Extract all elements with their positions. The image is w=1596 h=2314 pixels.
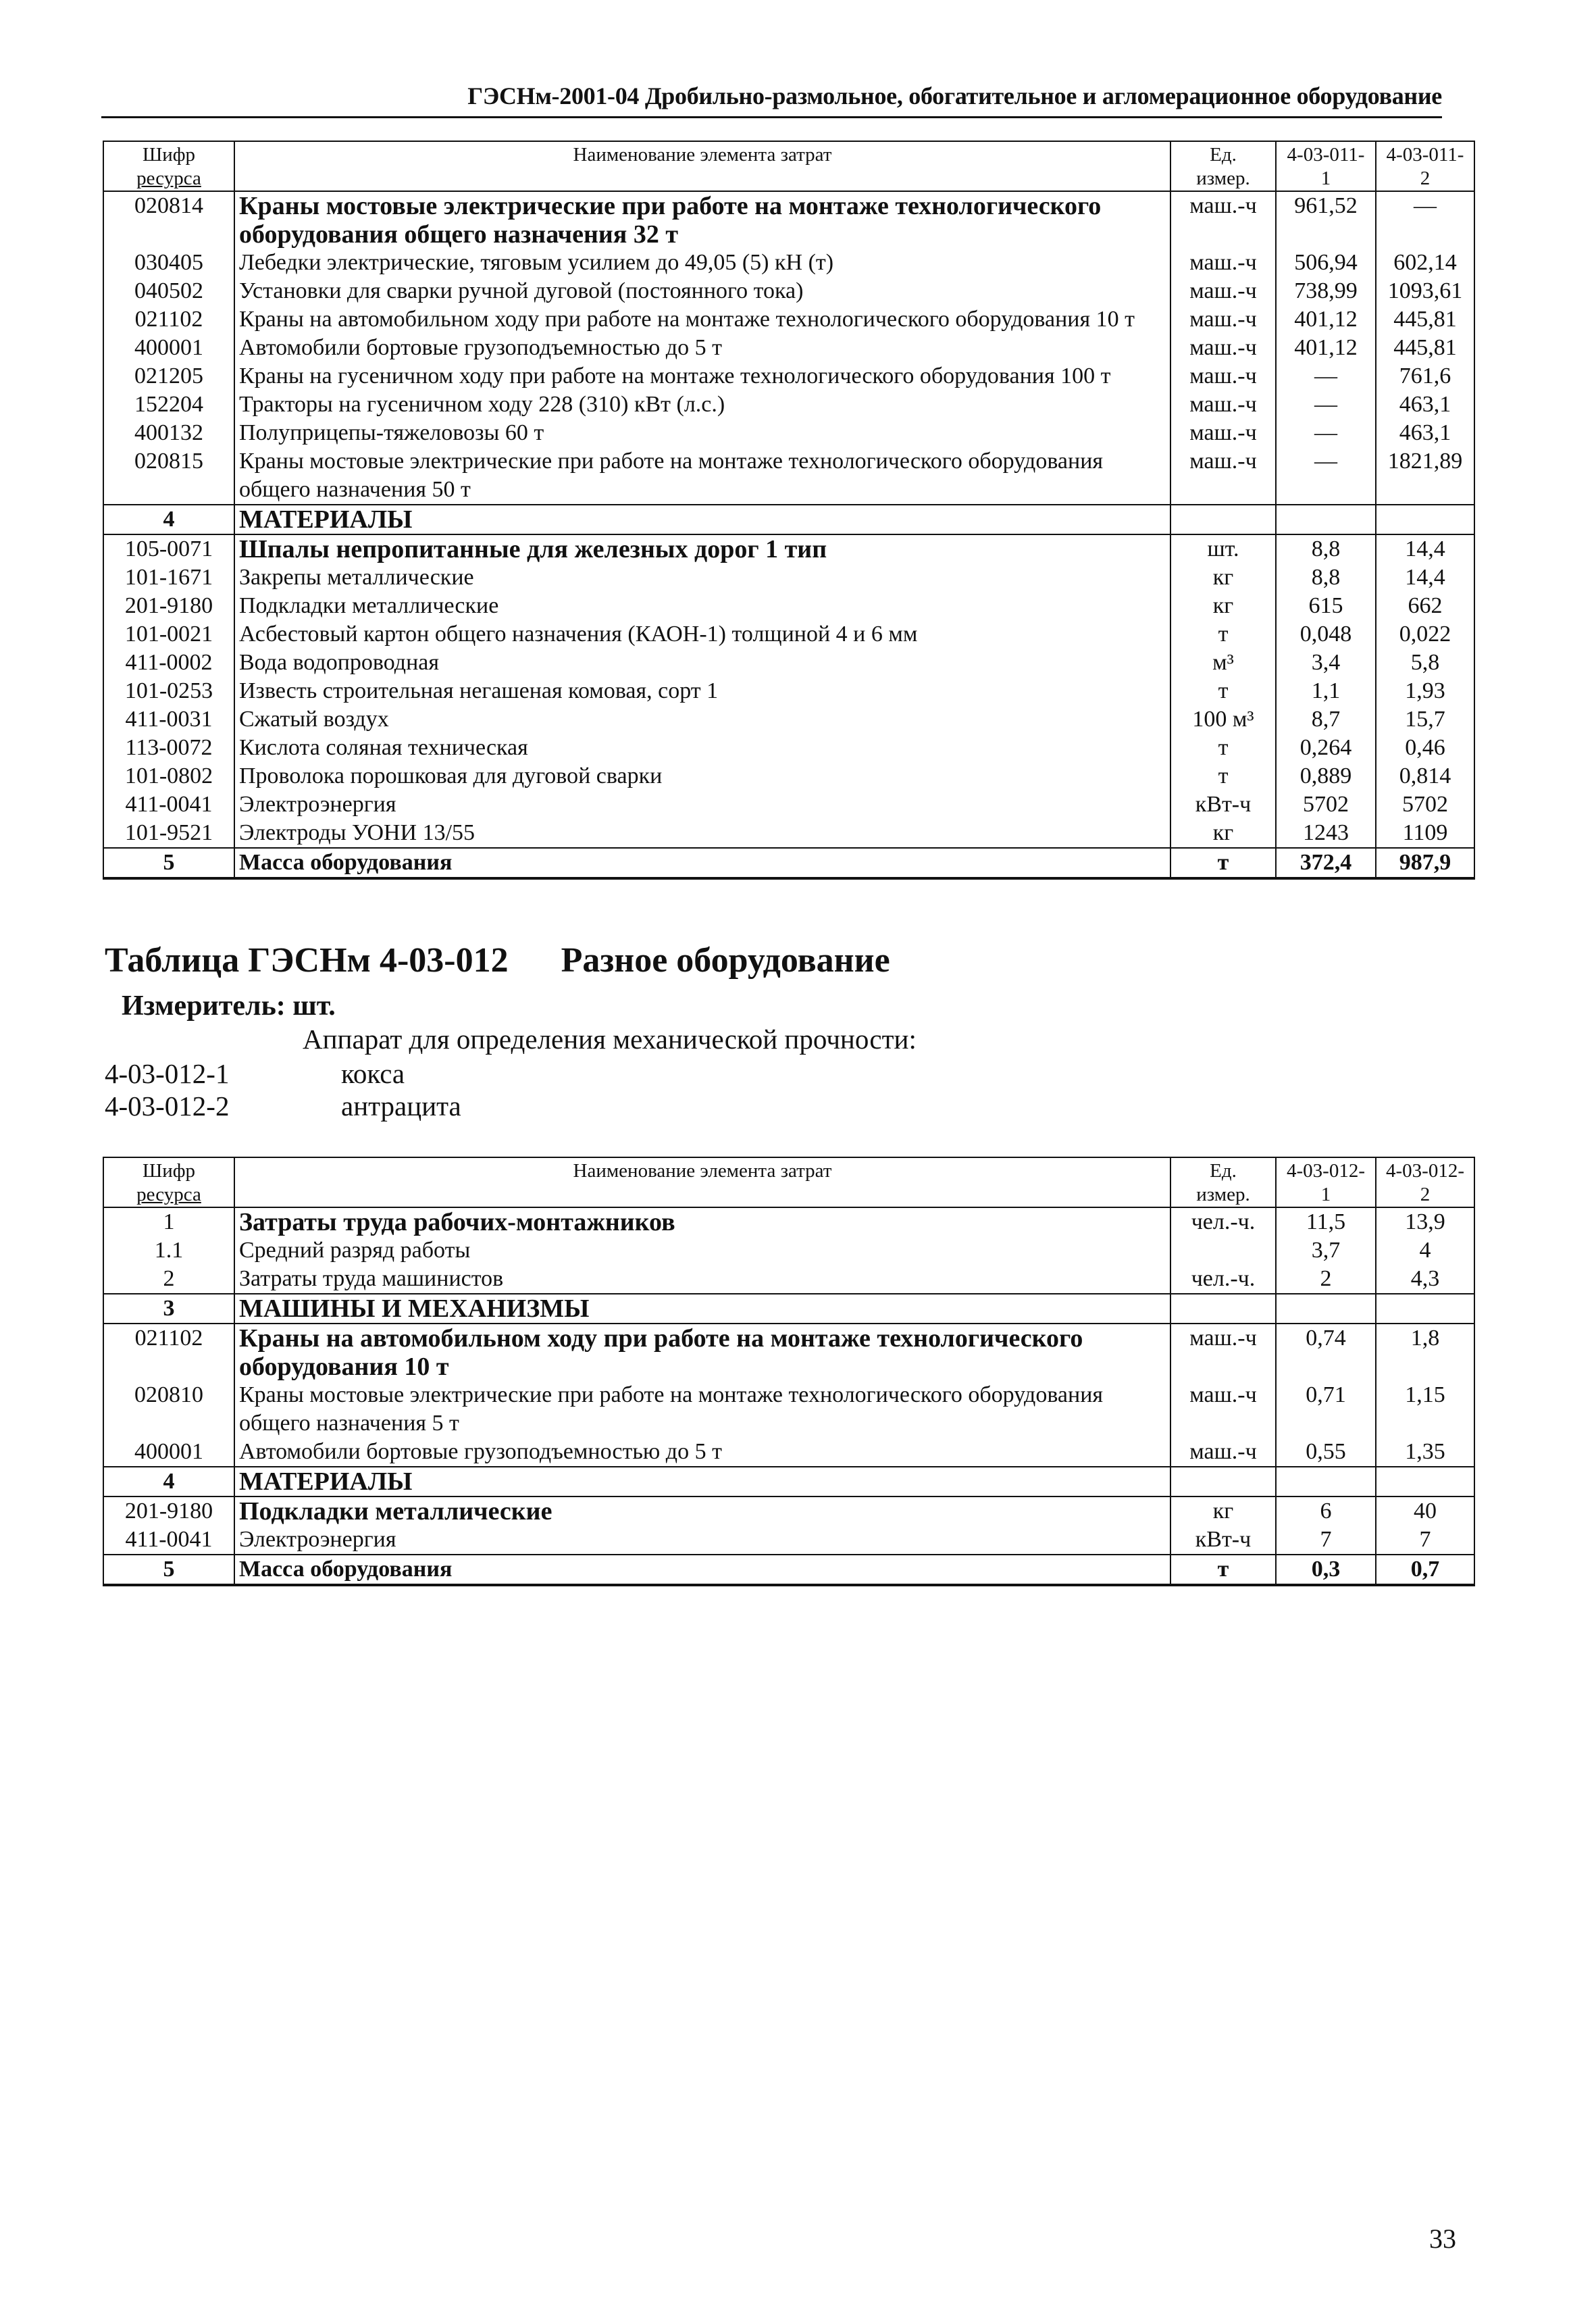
section-row-materials [103,505,1474,534]
table-row [103,734,1474,762]
row-unit: маш.-ч [1170,419,1276,447]
row-code: 400001 [103,334,234,362]
row-value-1: 8,8 [1276,534,1376,563]
row-name: Сжатый воздух [234,705,1170,734]
row-code: 201-9180 [103,592,234,620]
row-value-1: 3,4 [1276,649,1376,677]
table-header-row [103,141,1474,191]
row-unit: маш.-ч [1170,277,1276,305]
section-title: МАШИНЫ И МЕХАНИЗМЫ [234,1294,1170,1324]
measure-unit-label: Измеритель: шт. [122,990,336,1022]
section-row-materials [103,1467,1474,1496]
table-header-row [103,1157,1474,1207]
row-unit: маш.-ч [1170,391,1276,419]
section-code: 3 [103,1294,234,1324]
row-code: 2 [103,1265,234,1294]
mass-row [103,848,1474,878]
table-row [103,1381,1474,1438]
section-row-machines [103,1294,1474,1324]
section-title: МАТЕРИАЛЫ [234,1467,1170,1496]
row-code: 152204 [103,391,234,419]
variant-1-column-header: 4-03-011- 1 [1276,141,1376,191]
table-row [103,305,1474,334]
row-code: 030405 [103,249,234,277]
row-value-1: — [1276,391,1376,419]
row-name: Кислота соляная техническая [234,734,1170,762]
row-value-1: 738,99 [1276,277,1376,305]
row-value-1: 506,94 [1276,249,1376,277]
section-code: 4 [103,1467,234,1496]
row-code: 101-1671 [103,563,234,592]
row-unit: маш.-ч [1170,362,1276,391]
variant-1-column-header: 4-03-012- 1 [1276,1157,1376,1207]
row-value-1: 2 [1276,1265,1376,1294]
row-code: 020814 [103,191,234,249]
row-value-2: 1,93 [1376,677,1474,705]
mass-value-1: 0,3 [1276,1555,1376,1585]
row-name: Электроэнергия [234,790,1170,819]
row-value-1: 3,7 [1276,1236,1376,1265]
table-row [103,819,1474,848]
row-value-2: 5,8 [1376,649,1474,677]
row-value-2: 14,4 [1376,563,1474,592]
row-name: Полуприцепы-тяжеловозы 60 т [234,419,1170,447]
row-value-1: 7 [1276,1526,1376,1555]
page-header: ГЭСНм-2001-04 Дробильно-размольное, обогатительное и агломерационное оборудование [101,80,1442,118]
section-code: 4 [103,505,234,534]
row-value-2: 463,1 [1376,391,1474,419]
row-value-1: 8,7 [1276,705,1376,734]
row-unit: маш.-ч [1170,1381,1276,1438]
variant-2-column-header: 4-03-012- 2 [1376,1157,1474,1207]
row-value-2: 1,15 [1376,1381,1474,1438]
row-code: 400132 [103,419,234,447]
row-unit: маш.-ч [1170,305,1276,334]
row-name: Средний разряд работы [234,1236,1170,1265]
row-value-1: — [1276,447,1376,505]
row-code: 040502 [103,277,234,305]
row-unit: кг [1170,592,1276,620]
row-value-1: 6 [1276,1496,1376,1526]
row-unit: т [1170,762,1276,790]
row-name: Шпалы непропитанные для железных дорог 1 тип [234,534,1170,563]
mass-value-1: 372,4 [1276,848,1376,878]
mass-unit: т [1170,848,1276,878]
table-row [103,1496,1474,1526]
table-row [103,620,1474,649]
row-unit: м³ [1170,649,1276,677]
table-row [103,762,1474,790]
row-value-1: — [1276,362,1376,391]
table-row [103,1207,1474,1236]
row-value-1: 0,55 [1276,1438,1376,1467]
row-value-2: 4 [1376,1236,1474,1265]
row-value-1: 0,889 [1276,762,1376,790]
row-value-2: 13,9 [1376,1207,1474,1236]
row-value-1: 0,264 [1276,734,1376,762]
mass-value-2: 987,9 [1376,848,1474,878]
row-value-2: 7 [1376,1526,1474,1555]
row-unit: маш.-ч [1170,1324,1276,1381]
row-value-1: 11,5 [1276,1207,1376,1236]
row-name: Подкладки металлические [234,592,1170,620]
row-code: 201-9180 [103,1496,234,1526]
row-name: Краны мостовые электрические при работе на монтаже технологического оборудования общего назначения 5 т [234,1381,1170,1438]
row-unit: 100 м³ [1170,705,1276,734]
row-unit: маш.-ч [1170,191,1276,249]
row-code: 021102 [103,305,234,334]
section-title: МАТЕРИАЛЫ [234,505,1170,534]
row-value-2: 445,81 [1376,305,1474,334]
mass-row [103,1555,1474,1585]
row-value-1: 5702 [1276,790,1376,819]
row-value-2: 1093,61 [1376,277,1474,305]
row-code: 1.1 [103,1236,234,1265]
row-code: 1 [103,1207,234,1236]
row-value-2: 445,81 [1376,334,1474,362]
table-row [103,419,1474,447]
row-value-1: 401,12 [1276,334,1376,362]
row-value-2: 0,46 [1376,734,1474,762]
row-code: 021102 [103,1324,234,1381]
row-value-2: 1821,89 [1376,447,1474,505]
cost-table-4-03-012 [103,1157,1475,1586]
table-row [103,334,1474,362]
row-name: Автомобили бортовые грузоподъемностью до 5 т [234,1438,1170,1467]
row-value-1: 1243 [1276,819,1376,848]
row-unit: кВт-ч [1170,1526,1276,1555]
row-name: Проволока порошковая для дуговой сварки [234,762,1170,790]
table-row [103,790,1474,819]
row-unit: кг [1170,819,1276,848]
row-code: 101-9521 [103,819,234,848]
row-name: Краны мостовые электрические при работе на монтаже технологического оборудования общего назначения 50 т [234,447,1170,505]
row-name: Известь строительная негашеная комовая, сорт 1 [234,677,1170,705]
row-value-1: 8,8 [1276,563,1376,592]
row-name: Электроэнергия [234,1526,1170,1555]
row-code: 411-0031 [103,705,234,734]
row-value-2: 1109 [1376,819,1474,848]
table-row [103,1438,1474,1467]
row-code: 101-0802 [103,762,234,790]
row-value-1: 1,1 [1276,677,1376,705]
row-value-1: 0,71 [1276,1381,1376,1438]
row-name: Тракторы на гусеничном ходу 228 (310) кВт (л.с.) [234,391,1170,419]
row-name: Подкладки металлические [234,1496,1170,1526]
row-code: 411-0002 [103,649,234,677]
row-value-2: 463,1 [1376,419,1474,447]
row-name: Краны мостовые электрические при работе на монтаже технологического оборудования общего назначения 32 т [234,191,1170,249]
row-name: Установки для сварки ручной дуговой (постоянного тока) [234,277,1170,305]
row-value-2: 14,4 [1376,534,1474,563]
row-code: 400001 [103,1438,234,1467]
row-unit: кг [1170,1496,1276,1526]
table-title: Таблица ГЭСНм 4-03-012 Разное оборудование [105,941,890,980]
row-name: Краны на автомобильном ходу при работе на монтаже технологического оборудования 10 т [234,305,1170,334]
table-row [103,534,1474,563]
table-row [103,705,1474,734]
table-row [103,649,1474,677]
row-value-2: 4,3 [1376,1265,1474,1294]
table-row [103,1236,1474,1265]
row-name: Асбестовый картон общего назначения (КАОН-1) толщиной 4 и 6 мм [234,620,1170,649]
row-value-2: 15,7 [1376,705,1474,734]
table-row [103,249,1474,277]
row-code: 101-0253 [103,677,234,705]
table-row [103,1265,1474,1294]
row-name: Затраты труда машинистов [234,1265,1170,1294]
row-value-1: — [1276,419,1376,447]
row-value-2: 662 [1376,592,1474,620]
row-code: 113-0072 [103,734,234,762]
row-value-1: 961,52 [1276,191,1376,249]
row-value-2: 1,35 [1376,1438,1474,1467]
table-row [103,1324,1474,1381]
row-unit: маш.-ч [1170,447,1276,505]
variant-name-2: антрацита [341,1090,461,1122]
row-unit: кг [1170,563,1276,592]
apparatus-description: Аппарат для определения механической прочности: [303,1024,917,1055]
row-unit: чел.-ч. [1170,1265,1276,1294]
mass-label: Масса оборудования [234,848,1170,878]
code-column-header: Шифр ресурса [103,141,234,191]
row-value-2: 0,022 [1376,620,1474,649]
row-value-2: 5702 [1376,790,1474,819]
row-value-2: 0,814 [1376,762,1474,790]
variant-name-1: кокса [341,1058,405,1089]
table-row [103,563,1474,592]
row-unit: т [1170,677,1276,705]
variant-code-1: 4-03-012-1 [105,1058,230,1089]
table-row [103,362,1474,391]
mass-code: 5 [103,1555,234,1585]
table-row [103,391,1474,419]
row-name: Закрепы металлические [234,563,1170,592]
unit-column-header: Ед. измер. [1170,141,1276,191]
name-column-header: Наименование элемента затрат [234,1157,1170,1207]
variant-code-2: 4-03-012-2 [105,1090,230,1122]
row-unit: кВт-ч [1170,790,1276,819]
row-value-1: 0,048 [1276,620,1376,649]
row-code: 021205 [103,362,234,391]
unit-column-header: Ед. измер. [1170,1157,1276,1207]
row-name: Лебедки электрические, тяговым усилием до 49,05 (5) кН (т) [234,249,1170,277]
cost-table-4-03-011 [103,141,1475,880]
row-unit: т [1170,734,1276,762]
table-row [103,447,1474,505]
row-value-1: 401,12 [1276,305,1376,334]
row-name: Краны на автомобильном ходу при работе на монтаже технологического оборудования 10 т [234,1324,1170,1381]
row-value-1: 0,74 [1276,1324,1376,1381]
row-name: Затраты труда рабочих-монтажников [234,1207,1170,1236]
mass-label: Масса оборудования [234,1555,1170,1585]
row-name: Вода водопроводная [234,649,1170,677]
row-value-2: 602,14 [1376,249,1474,277]
row-unit: т [1170,620,1276,649]
variant-2-column-header: 4-03-011- 2 [1376,141,1474,191]
table-row [103,1526,1474,1555]
mass-code: 5 [103,848,234,878]
row-unit: шт. [1170,534,1276,563]
table-row [103,277,1474,305]
row-value-1: 615 [1276,592,1376,620]
table-row [103,191,1474,249]
row-value-2: 761,6 [1376,362,1474,391]
code-column-header: Шифр ресурса [103,1157,234,1207]
row-name: Краны на гусеничном ходу при работе на монтаже технологического оборудования 100 т [234,362,1170,391]
row-unit: маш.-ч [1170,334,1276,362]
name-column-header: Наименование элемента затрат [234,141,1170,191]
row-code: 020810 [103,1381,234,1438]
row-value-2: 1,8 [1376,1324,1474,1381]
row-unit [1170,1236,1276,1265]
row-code: 105-0071 [103,534,234,563]
row-code: 101-0021 [103,620,234,649]
row-code: 411-0041 [103,1526,234,1555]
table-row [103,592,1474,620]
row-name: Автомобили бортовые грузоподъемностью до 5 т [234,334,1170,362]
row-code: 020815 [103,447,234,505]
table-row [103,677,1474,705]
row-value-2: — [1376,191,1474,249]
mass-unit: т [1170,1555,1276,1585]
page-number: 33 [1429,2223,1456,2254]
row-unit: чел.-ч. [1170,1207,1276,1236]
row-value-2: 40 [1376,1496,1474,1526]
mass-value-2: 0,7 [1376,1555,1474,1585]
row-unit: маш.-ч [1170,1438,1276,1467]
row-code: 411-0041 [103,790,234,819]
row-unit: маш.-ч [1170,249,1276,277]
row-name: Электроды УОНИ 13/55 [234,819,1170,848]
